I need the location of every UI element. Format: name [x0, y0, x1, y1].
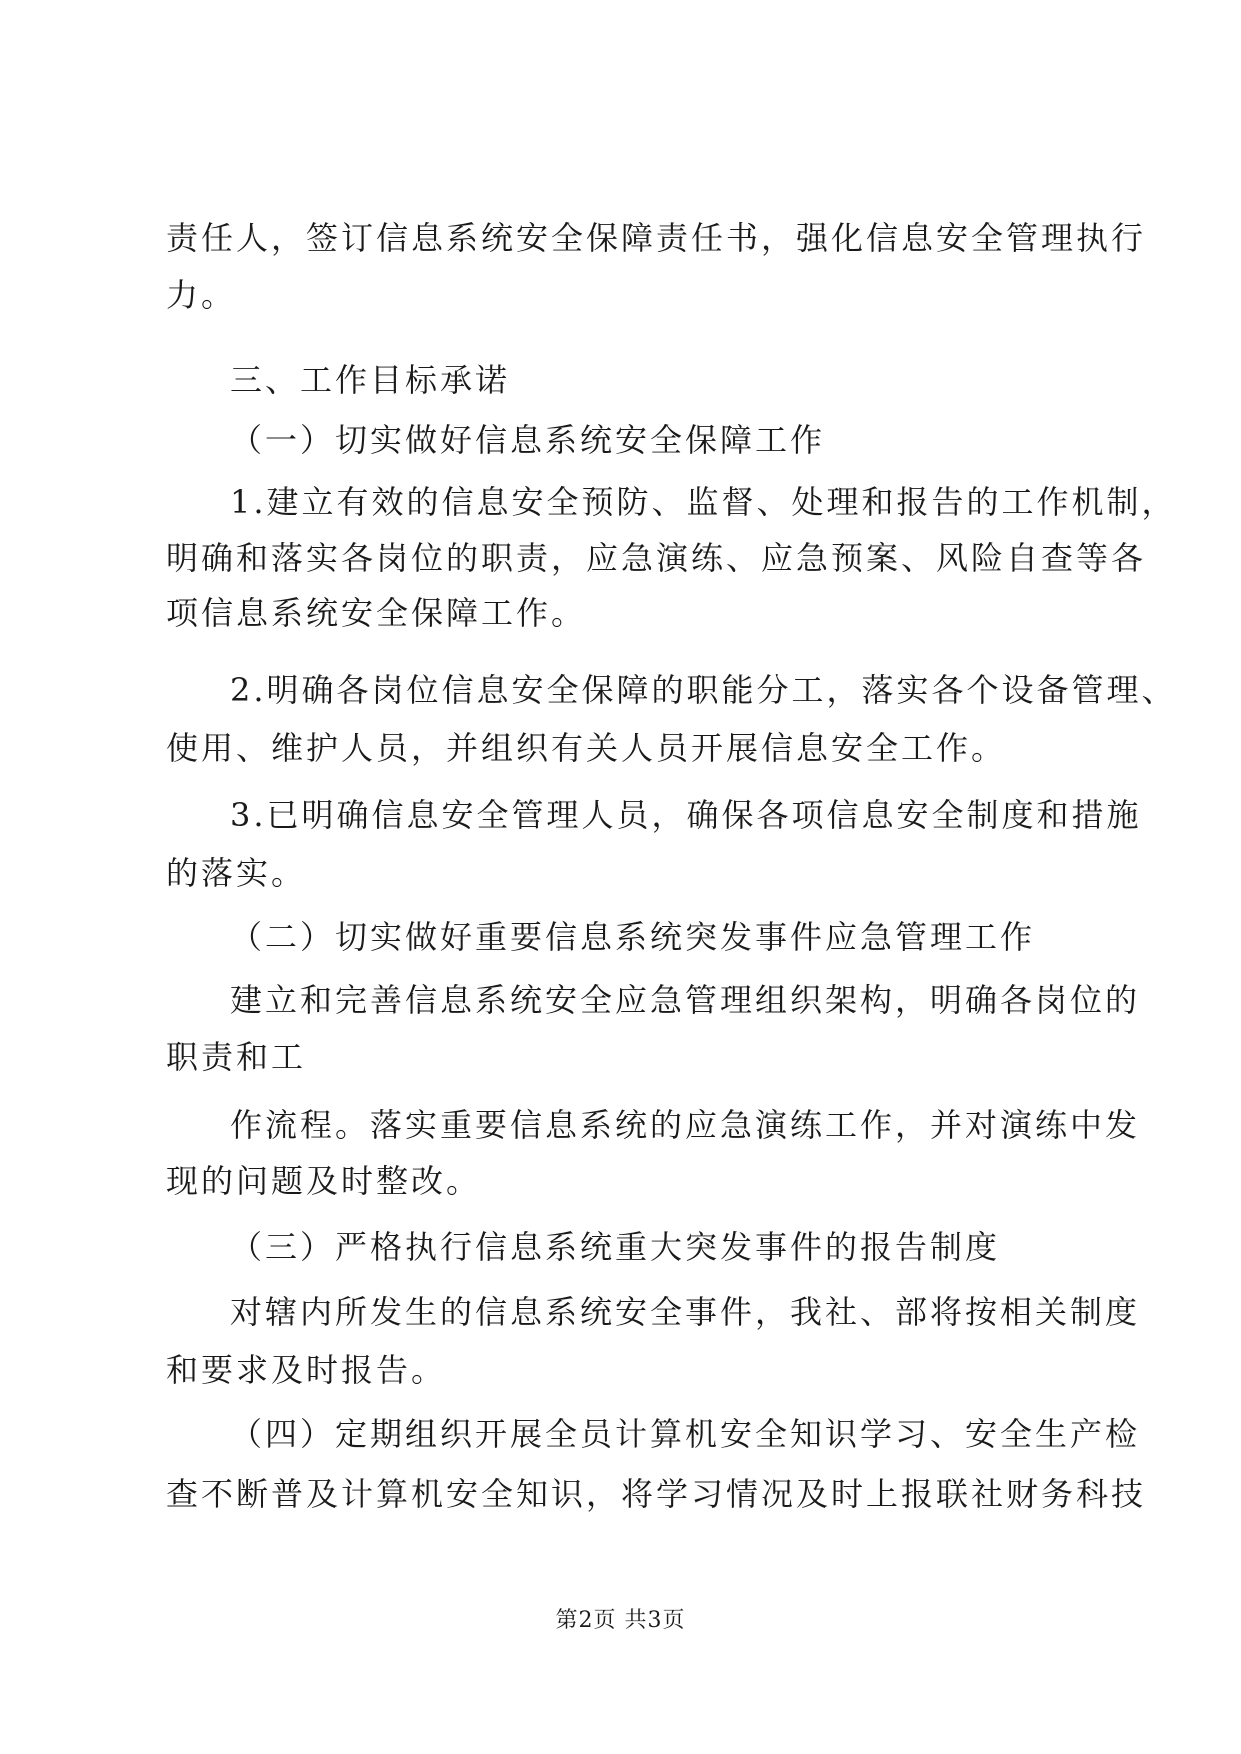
subsection-heading: （一）切实做好信息系统安全保障工作 — [230, 421, 826, 459]
body-line: 职责和工 — [166, 1038, 307, 1076]
body-line: 1.建立有效的信息安全预防、监督、处理和报告的工作机制， — [230, 483, 1177, 521]
body-line: 力。 — [166, 276, 237, 314]
body-line: 项信息系统安全保障工作。 — [166, 594, 587, 632]
body-line: 和要求及时报告。 — [166, 1351, 447, 1389]
subsection-heading: （二）切实做好重要信息系统突发事件应急管理工作 — [230, 918, 1036, 956]
body-line: 2.明确各岗位信息安全保障的职能分工，落实各个设备管理、 — [230, 671, 1177, 709]
body-line: 作流程。落实重要信息系统的应急演练工作，并对演练中发 — [230, 1106, 1141, 1144]
body-line: 责任人，签订信息系统安全保障责任书，强化信息安全管理执行 — [166, 219, 1147, 257]
body-line: 查不断普及计算机安全知识，将学习情况及时上报联社财务科技 — [166, 1475, 1147, 1513]
body-line: 明确和落实各岗位的职责，应急演练、应急预案、风险自查等各 — [166, 539, 1147, 577]
page-number: 第2页 共3页 — [555, 1608, 686, 1633]
section-heading: 三、工作目标承诺 — [230, 361, 511, 399]
subsection-heading: （三）严格执行信息系统重大突发事件的报告制度 — [230, 1228, 1001, 1266]
body-line: 使用、维护人员，并组织有关人员开展信息安全工作。 — [166, 729, 1007, 767]
body-line: 3.已明确信息安全管理人员，确保各项信息安全制度和措施 — [230, 796, 1142, 834]
body-line: 建立和完善信息系统安全应急管理组织架构，明确各岗位的 — [230, 981, 1141, 1019]
body-line: （四）定期组织开展全员计算机安全知识学习、安全生产检 — [230, 1415, 1141, 1453]
body-line: 的落实。 — [166, 854, 307, 892]
body-line: 对辖内所发生的信息系统安全事件，我社、部将按相关制度 — [230, 1293, 1141, 1331]
body-line: 现的问题及时整改。 — [166, 1162, 482, 1200]
